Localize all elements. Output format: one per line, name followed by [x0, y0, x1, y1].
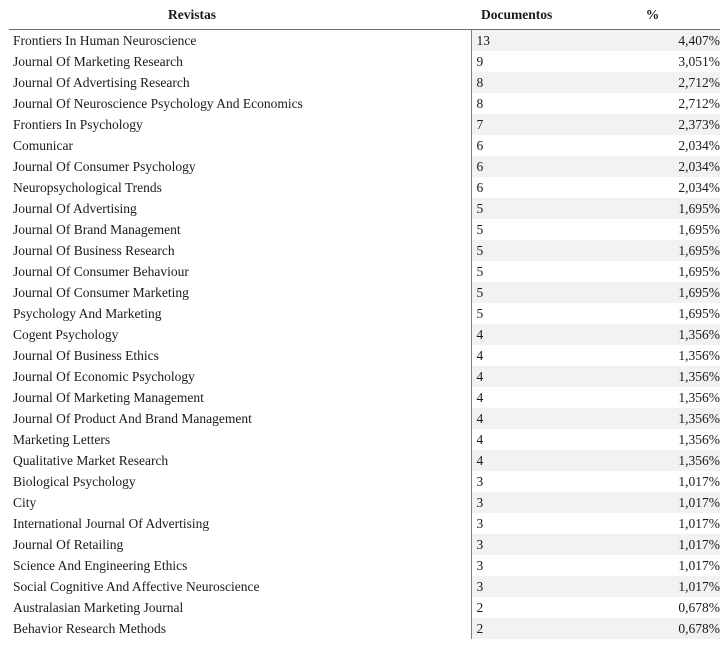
cell-document-count: 5	[471, 240, 601, 261]
journals-table-container	[9, 0, 720, 639]
cell-percent: 0,678%	[601, 618, 720, 639]
table-row	[9, 30, 720, 52]
table-row	[9, 471, 720, 492]
table-header-row	[9, 0, 720, 30]
cell-percent: 4,407%	[601, 30, 720, 52]
cell-percent: 1,356%	[601, 366, 720, 387]
table-row	[9, 114, 720, 135]
cell-percent: 1,695%	[601, 219, 720, 240]
cell-document-count: 5	[471, 303, 601, 324]
cell-document-count: 8	[471, 93, 601, 114]
cell-document-count: 4	[471, 429, 601, 450]
table-row	[9, 177, 720, 198]
cell-journal-name: Journal Of Brand Management	[9, 219, 471, 240]
cell-document-count: 4	[471, 450, 601, 471]
table-row	[9, 51, 720, 72]
cell-percent: 1,356%	[601, 408, 720, 429]
table-row	[9, 429, 720, 450]
cell-journal-name: Journal Of Marketing Research	[9, 51, 471, 72]
cell-percent: 2,034%	[601, 135, 720, 156]
cell-journal-name: Social Cognitive And Affective Neuroscience	[9, 576, 471, 597]
cell-journal-name: Journal Of Product And Brand Management	[9, 408, 471, 429]
table-row	[9, 219, 720, 240]
cell-percent: 2,034%	[601, 156, 720, 177]
cell-percent: 3,051%	[601, 51, 720, 72]
cell-journal-name: Frontiers In Psychology	[9, 114, 471, 135]
table-row	[9, 597, 720, 618]
cell-journal-name: Journal Of Marketing Management	[9, 387, 471, 408]
table-body	[9, 30, 720, 640]
table-row	[9, 93, 720, 114]
cell-journal-name: Biological Psychology	[9, 471, 471, 492]
cell-document-count: 7	[471, 114, 601, 135]
table-header	[9, 0, 720, 30]
table-row	[9, 450, 720, 471]
cell-percent: 0,678%	[601, 597, 720, 618]
cell-journal-name: Australasian Marketing Journal	[9, 597, 471, 618]
table-row	[9, 282, 720, 303]
cell-percent: 1,695%	[601, 303, 720, 324]
table-row	[9, 345, 720, 366]
cell-document-count: 8	[471, 72, 601, 93]
cell-document-count: 5	[471, 198, 601, 219]
cell-document-count: 2	[471, 597, 601, 618]
cell-journal-name: Journal Of Consumer Psychology	[9, 156, 471, 177]
cell-journal-name: Journal Of Economic Psychology	[9, 366, 471, 387]
journals-table	[9, 0, 720, 639]
cell-percent: 2,373%	[601, 114, 720, 135]
cell-document-count: 4	[471, 366, 601, 387]
cell-journal-name: Cogent Psychology	[9, 324, 471, 345]
cell-document-count: 5	[471, 261, 601, 282]
cell-percent: 2,712%	[601, 72, 720, 93]
table-row	[9, 576, 720, 597]
table-row	[9, 555, 720, 576]
cell-document-count: 3	[471, 576, 601, 597]
cell-percent: 1,695%	[601, 261, 720, 282]
cell-journal-name: Journal Of Business Ethics	[9, 345, 471, 366]
cell-percent: 2,712%	[601, 93, 720, 114]
cell-percent: 1,695%	[601, 282, 720, 303]
cell-percent: 1,017%	[601, 576, 720, 597]
column-header-documentos: Documentos	[471, 0, 601, 30]
cell-journal-name: International Journal Of Advertising	[9, 513, 471, 534]
table-row	[9, 387, 720, 408]
table-row	[9, 366, 720, 387]
cell-journal-name: Comunicar	[9, 135, 471, 156]
cell-document-count: 9	[471, 51, 601, 72]
cell-percent: 1,017%	[601, 534, 720, 555]
column-header-revistas: Revistas	[9, 0, 471, 30]
cell-document-count: 6	[471, 156, 601, 177]
cell-journal-name: Journal Of Consumer Marketing	[9, 282, 471, 303]
cell-percent: 1,356%	[601, 324, 720, 345]
cell-document-count: 3	[471, 471, 601, 492]
cell-journal-name: Journal Of Neuroscience Psychology And Economics	[9, 93, 471, 114]
cell-percent: 1,017%	[601, 555, 720, 576]
cell-journal-name: Neuropsychological Trends	[9, 177, 471, 198]
table-row	[9, 408, 720, 429]
cell-journal-name: Qualitative Market Research	[9, 450, 471, 471]
cell-journal-name: Journal Of Consumer Behaviour	[9, 261, 471, 282]
cell-journal-name: Psychology And Marketing	[9, 303, 471, 324]
cell-percent: 1,695%	[601, 240, 720, 261]
cell-document-count: 6	[471, 135, 601, 156]
cell-journal-name: Frontiers In Human Neuroscience	[9, 30, 471, 52]
cell-document-count: 13	[471, 30, 601, 52]
table-row	[9, 135, 720, 156]
cell-document-count: 3	[471, 492, 601, 513]
cell-percent: 1,695%	[601, 198, 720, 219]
table-row	[9, 303, 720, 324]
cell-journal-name: Journal Of Retailing	[9, 534, 471, 555]
table-row	[9, 261, 720, 282]
cell-journal-name: Marketing Letters	[9, 429, 471, 450]
cell-journal-name: Science And Engineering Ethics	[9, 555, 471, 576]
cell-document-count: 5	[471, 282, 601, 303]
cell-journal-name: Journal Of Advertising Research	[9, 72, 471, 93]
cell-document-count: 3	[471, 513, 601, 534]
cell-document-count: 2	[471, 618, 601, 639]
cell-percent: 1,017%	[601, 471, 720, 492]
cell-document-count: 6	[471, 177, 601, 198]
cell-percent: 1,356%	[601, 345, 720, 366]
table-row	[9, 156, 720, 177]
cell-percent: 1,356%	[601, 429, 720, 450]
table-row	[9, 513, 720, 534]
cell-document-count: 4	[471, 387, 601, 408]
cell-document-count: 4	[471, 408, 601, 429]
table-row	[9, 198, 720, 219]
cell-journal-name: Journal Of Advertising	[9, 198, 471, 219]
cell-percent: 1,356%	[601, 450, 720, 471]
table-row	[9, 324, 720, 345]
cell-document-count: 3	[471, 555, 601, 576]
cell-journal-name: City	[9, 492, 471, 513]
table-row	[9, 534, 720, 555]
cell-percent: 1,356%	[601, 387, 720, 408]
cell-document-count: 3	[471, 534, 601, 555]
table-row	[9, 492, 720, 513]
cell-document-count: 5	[471, 219, 601, 240]
cell-percent: 1,017%	[601, 492, 720, 513]
cell-journal-name: Journal Of Business Research	[9, 240, 471, 261]
cell-percent: 2,034%	[601, 177, 720, 198]
cell-document-count: 4	[471, 345, 601, 366]
table-row	[9, 618, 720, 639]
table-row	[9, 240, 720, 261]
cell-journal-name: Behavior Research Methods	[9, 618, 471, 639]
column-header-percent: %	[601, 0, 720, 30]
table-row	[9, 72, 720, 93]
cell-percent: 1,017%	[601, 513, 720, 534]
cell-document-count: 4	[471, 324, 601, 345]
